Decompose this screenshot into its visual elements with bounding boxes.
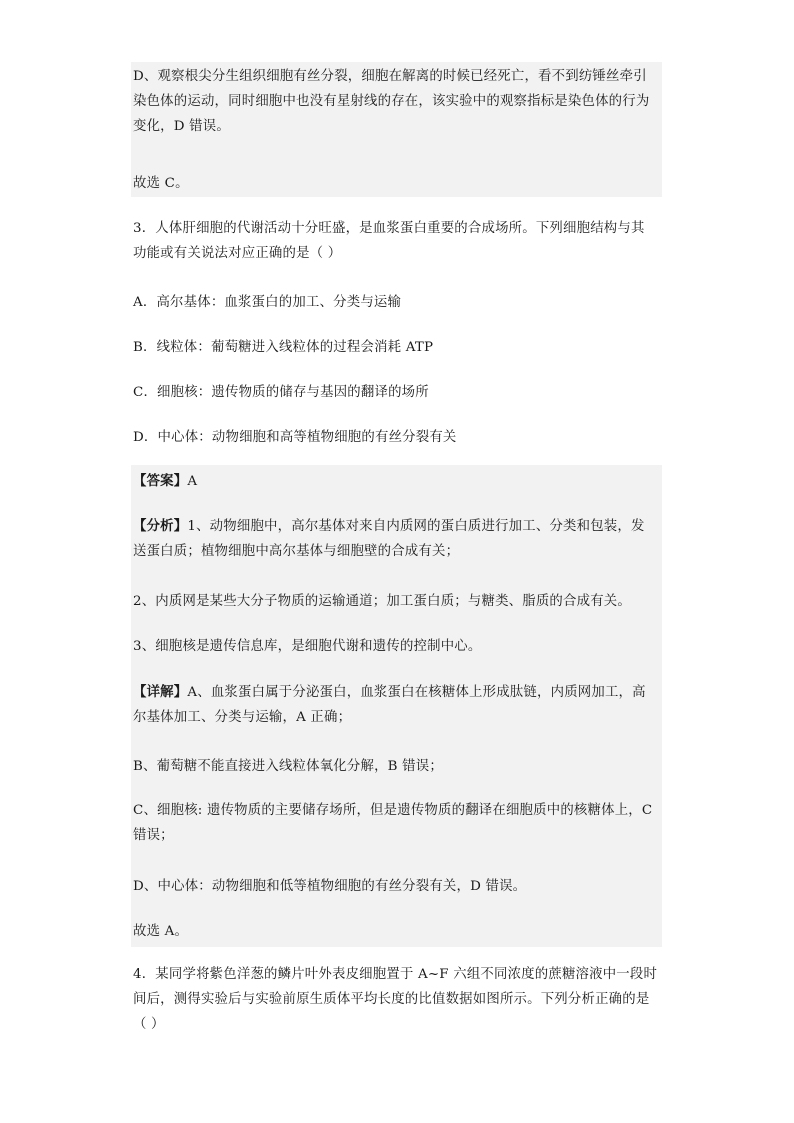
prev-answer-conclusion: 故选 C。	[133, 176, 189, 191]
question-3-detail-b: B、葡萄糖不能直接进入线粒体氧化分解，B 错误；	[133, 759, 443, 774]
text-line: 变化，D 错误。	[133, 119, 230, 134]
question-3-detail-d: D、中心体：动物细胞和低等植物细胞的有丝分裂有关，D 错误。	[133, 879, 527, 894]
text-line: （ ）	[133, 1017, 165, 1032]
text-line: C、细胞核: 遗传物质的主要储存场所，但是遗传物质的翻译在细胞质中的核糖体上，C	[133, 803, 653, 818]
question-3-detail-c	[133, 800, 661, 847]
text-line: 染色体的运动，同时细胞中也没有星射线的存在，该实验中的观察指标是染色体的行为	[133, 94, 650, 109]
text-line: 3．人体肝细胞的代谢活动十分旺盛，是血浆蛋白重要的合成场所。下列细胞结构与其	[133, 221, 645, 236]
text-line: 4．某同学将紫色洋葱的鳞片叶外表皮细胞置于 A~F 六组不同浓度的蔗糖溶液中一段时	[133, 967, 658, 982]
answer-label: 【答案】	[133, 473, 188, 489]
question-3-option-a: A．高尔基体：血浆蛋白的加工、分类与运输	[133, 295, 402, 310]
question-3-option-b: B．线粒体：葡萄糖进入线粒体的过程会消耗 ATP	[133, 340, 434, 355]
question-3-conclusion: 故选 A。	[133, 924, 189, 939]
analysis-text: 1、动物细胞中，高尔基体对来自内质网的蛋白质进行加工、分类和包装，发	[187, 519, 645, 534]
text-line: 送蛋白质；植物细胞中高尔基体与细胞壁的合成有关；	[133, 544, 460, 559]
detail-text: A、血浆蛋白属于分泌蛋白，血浆蛋白在核糖体上形成肽链，内质网加工，高	[187, 685, 646, 700]
question-3-analysis	[133, 515, 661, 563]
question-3-detail-a	[133, 681, 661, 729]
detail-label: 【详解】	[133, 684, 188, 700]
text-line	[133, 681, 661, 704]
question-3-answer	[133, 470, 661, 493]
text-line: D、观察根尖分生组织细胞有丝分裂，细胞在解离的时候已经死亡，看不到纺锤丝牵引	[133, 69, 647, 84]
question-3-option-c: C．细胞核：遗传物质的储存与基因的翻译的场所	[133, 385, 429, 400]
text-line: 错误；	[133, 828, 174, 843]
analysis-label: 【分析】	[133, 518, 188, 534]
question-4-stem	[133, 964, 661, 1036]
question-3-analysis-3: 3、细胞核是遗传信息库，是细胞代谢和遗传的控制中心。	[133, 639, 482, 654]
question-3-analysis-2: 2、内质网是某些大分子物质的运输通道；加工蛋白质；与糖类、脂质的合成有关。	[133, 594, 631, 609]
prev-answer-d	[133, 66, 661, 138]
question-3-stem	[133, 218, 661, 265]
text-line: 间后，测得实验后与实验前原生质体平均长度的比值数据如图所示。下列分析正确的是	[133, 992, 650, 1007]
text-line	[133, 515, 661, 538]
answer-value: A	[187, 474, 198, 489]
question-3-option-d: D．中心体：动物细胞和高等植物细胞的有丝分裂有关	[133, 430, 457, 445]
text-line: 功能或有关说法对应正确的是（ ）	[133, 246, 342, 261]
text-line: 尔基体加工、分类与运输，A 正确；	[133, 710, 352, 725]
